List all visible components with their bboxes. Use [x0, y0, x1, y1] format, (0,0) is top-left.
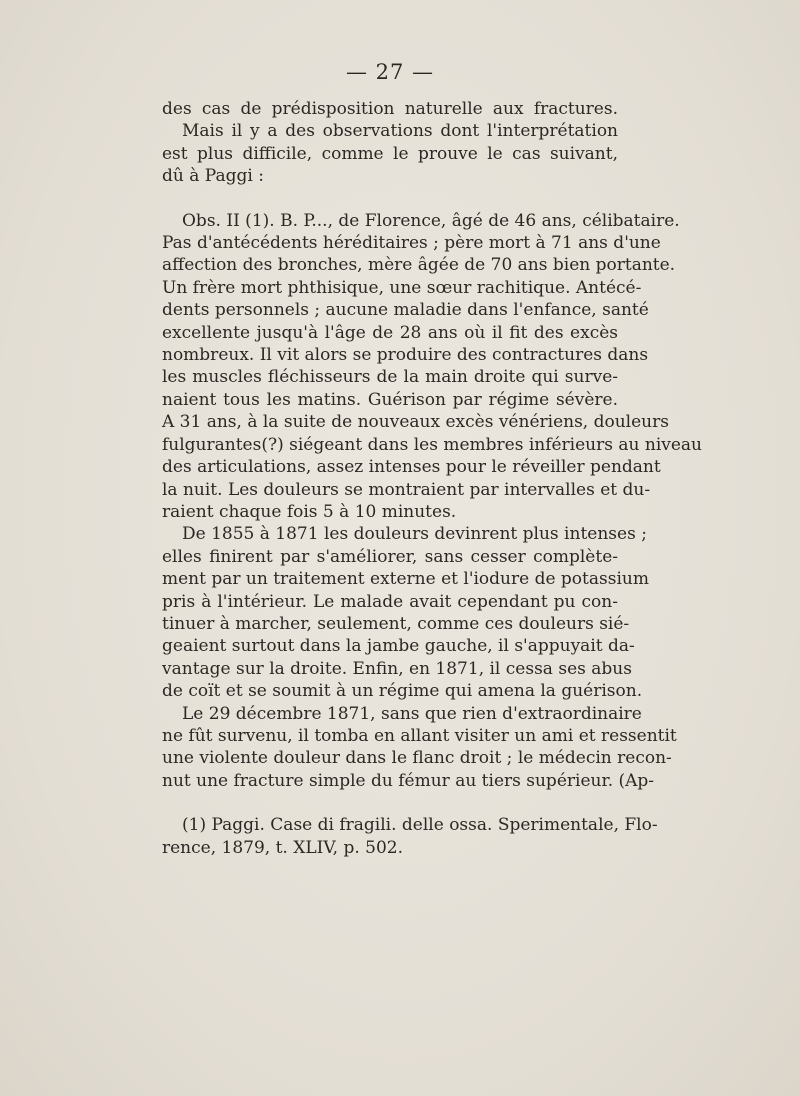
text-line: vantage sur la droite. Enfin, en 1871, il cessa ses abus: [162, 658, 632, 679]
text-line: Mais il y a des observations dont l'interprétation: [182, 121, 618, 142]
text-line: est plus difficile, comme le prouve le cas suivant,: [162, 143, 618, 164]
footnote-line: rence, 1879, t. XLIV, p. 502.: [162, 837, 403, 858]
observation-paragraph: [162, 210, 703, 524]
text-line: affection des bronches, mère âgée de 70 ans bien portante.: [162, 255, 676, 276]
footnote-line: (1) Paggi. Case di fragili. delle ossa. Sperimentale, Flo-: [182, 815, 658, 836]
text-line: geaient surtout dans la jambe gauche, il s'appuyait da-: [162, 636, 635, 657]
text-line: une violente douleur dans le flanc droit ; le médecin recon-: [162, 748, 672, 769]
text-line: raient chaque fois 5 à 10 minutes.: [162, 501, 457, 522]
text-line: la nuit. Les douleurs se montraient par intervalles et du-: [162, 479, 651, 500]
text-line: Obs. II (1). B. P..., de Florence, âgé de 46 ans, célibataire.: [182, 210, 680, 231]
text-line: tinuer à marcher, seulement, comme ces douleurs sié-: [162, 613, 630, 634]
text-line: ne fût survenu, il tomba en allant visiter un ami et ressentit: [162, 725, 677, 746]
text-line: excellente jusqu'à l'âge de 28 ans où il fit des excès: [162, 322, 618, 343]
text-line: pris à l'intérieur. Le malade avait cependant pu con-: [162, 591, 618, 612]
text-line: les muscles fléchisseurs de la main droite qui surve-: [162, 367, 618, 388]
text-line: fulgurantes(?) siégeant dans les membres inférieurs au niveau: [162, 434, 703, 455]
text-line: de coït et se soumit à un régime qui amena la guérison.: [162, 681, 643, 702]
text-line: A 31 ans, à la suite de nouveaux excès vénériens, douleurs: [162, 412, 669, 433]
continuation-paragraph: [162, 523, 649, 702]
text-line: Un frère mort phthisique, une sœur rachitique. Antécé-: [162, 277, 642, 298]
footnote: [162, 814, 658, 859]
text-line: De 1855 à 1871 les douleurs devinrent plus intenses ;: [182, 524, 647, 545]
text-line: Le 29 décembre 1871, sans que rien d'extraordinaire: [182, 703, 642, 724]
text-line: naient tous les matins. Guérison par régime sévère.: [162, 389, 618, 410]
text-line: dents personnels ; aucune maladie dans l'enfance, santé: [162, 300, 649, 321]
text-block: [162, 60, 703, 859]
text-line: des articulations, assez intenses pour le réveiller pendant: [162, 457, 661, 478]
text-line: nut une fracture simple du fémur au tiers supérieur. (Ap-: [162, 770, 655, 791]
text-line: elles finirent par s'améliorer, sans cesser complète-: [162, 546, 618, 567]
intro-paragraph: [162, 98, 618, 188]
page-number: — 27 —: [345, 60, 435, 84]
text-line: des cas de prédisposition naturelle aux fractures.: [162, 99, 618, 119]
text-line: ment par un traitement externe et l'iodure de potassium: [162, 569, 649, 590]
text-line: dû à Paggi :: [162, 166, 264, 187]
final-paragraph: [162, 703, 677, 793]
text-line: nombreux. Il vit alors se produire des contractures dans: [162, 345, 649, 366]
text-line: Pas d'antécédents héréditaires ; père mort à 71 ans d'une: [162, 233, 661, 254]
